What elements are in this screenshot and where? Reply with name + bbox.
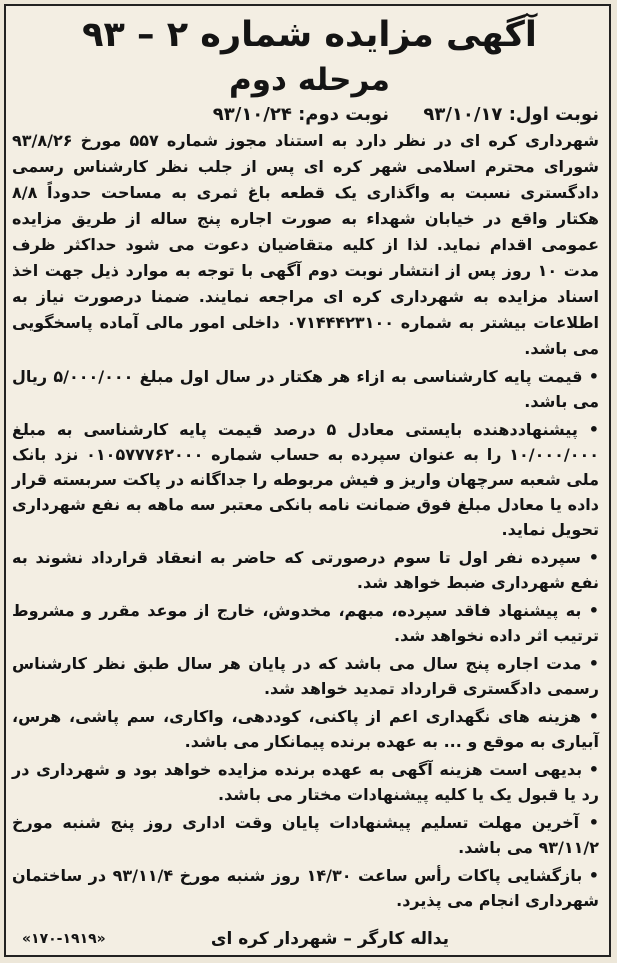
notice-frame (4, 4, 611, 957)
condition-item: • سپرده نفر اول تا سوم درصورتی که حاضر به انعقاد قرارداد نشوند به نفع شهرداری ضبط خواهد شد. (12, 545, 599, 595)
second-publication-date: نوبت دوم: ۹۳/۱۰/۲۴ (212, 104, 390, 125)
condition-item: • هزینه های نگهداری اعم از پاکنی، کوددهی، واکاری، سم پاشی، هرس، آبیاری به موقع و ... به عهده برنده پیمانکار می باشد. (12, 704, 599, 754)
condition-item: • قیمت پایه کارشناسی به ازاء هر هکتار در سال اول مبلغ ۵/۰۰۰/۰۰۰ ریال می باشد. (12, 364, 599, 414)
notice-footer (16, 924, 599, 954)
condition-item: • بازگشایی پاکات رأس ساعت ۱۴/۳۰ روز شنبه مورخ ۹۳/۱۱/۴ در ساختمان شهرداری انجام می پذیرد. (12, 863, 599, 913)
conditions-list (12, 364, 599, 912)
condition-item: • به پیشنهاد فاقد سپرده، مبهم، مخدوش، خارج از موعد مقرر و مشروط ترتیب اثر داده نخواهد شد. (12, 598, 599, 648)
condition-item: • مدت اجاره پنج سال می باشد که در پایان هر سال طبق نظر کارشناس رسمی دادگستری قرارداد تمدید خواهد شد. (12, 651, 599, 701)
condition-item: • پیشنهاددهنده بایستی معادل ۵ درصد قیمت پایه کارشناسی به مبلغ ۱۰/۰۰۰/۰۰۰ را به عنوان سپرده به حساب شماره ۰۱۰۵۷۷۷۶۲۰۰۰ نزد بانک ملی شعبه سرچهان واریز و فیش مربوطه را جداگانه در پاکت سربسته قرار داده یا معادل مبلغ فوق ضمانت نامه بانکی معتبر سه ماهه به نفع شهرداری تحویل نماید. (12, 417, 599, 542)
signer-name: یداله کارگر – شهردار کره ای (210, 929, 449, 949)
intro-paragraph: شهرداری کره ای در نظر دارد به استناد مجوز شماره ۵۵۷ مورخ ۹۳/۸/۲۶ شورای محترم اسلامی شهر کره ای پس از جلب نظر کارشناس رسمی دادگستری نسبت به واگذاری یک قطعه باغ ثمری به مساحت حدوداً ۸/۸ هکتار واقع در خیابان شهداء به صورت اجاره پنج ساله از طریق مزایده عمومی اقدام نماید. لذا از کلیه متقاضیان دعوت می شود حداکثر ظرف مدت ۱۰ روز پس از انتشار نوبت دوم آگهی با توجه به موارد ذیل جهت اخذ اسناد مزایده به شهرداری کره ای مراجعه نمایند. ضمنا درصورت نیاز به اطلاعات بیشتر به شماره ۰۷۱۴۴۴۲۳۱۰۰ داخلی امور مالی آماده پاسخگویی می باشد. (12, 131, 600, 358)
ad-code: «۱۷۰-۱۹۱۹» (22, 931, 106, 947)
publication-dates (12, 102, 599, 128)
condition-item: • بدیهی است هزینه آگهی به عهده برنده مزایده خواهد بود و شهرداری در رد یا قبول یک یا کلیه پیشنهادات مختار می باشد. (12, 757, 599, 807)
notice-subtitle: مرحله دوم (229, 62, 390, 98)
condition-item: • آخرین مهلت تسلیم پیشنهادات پایان وقت اداری روز پنج شنبه مورخ ۹۳/۱۱/۲ می باشد. (12, 810, 599, 860)
notice-title: آگهی مزایده شماره ۲ – ۹۳ (82, 15, 537, 55)
first-publication-date: نوبت اول: ۹۳/۱۰/۱۷ (423, 104, 599, 125)
